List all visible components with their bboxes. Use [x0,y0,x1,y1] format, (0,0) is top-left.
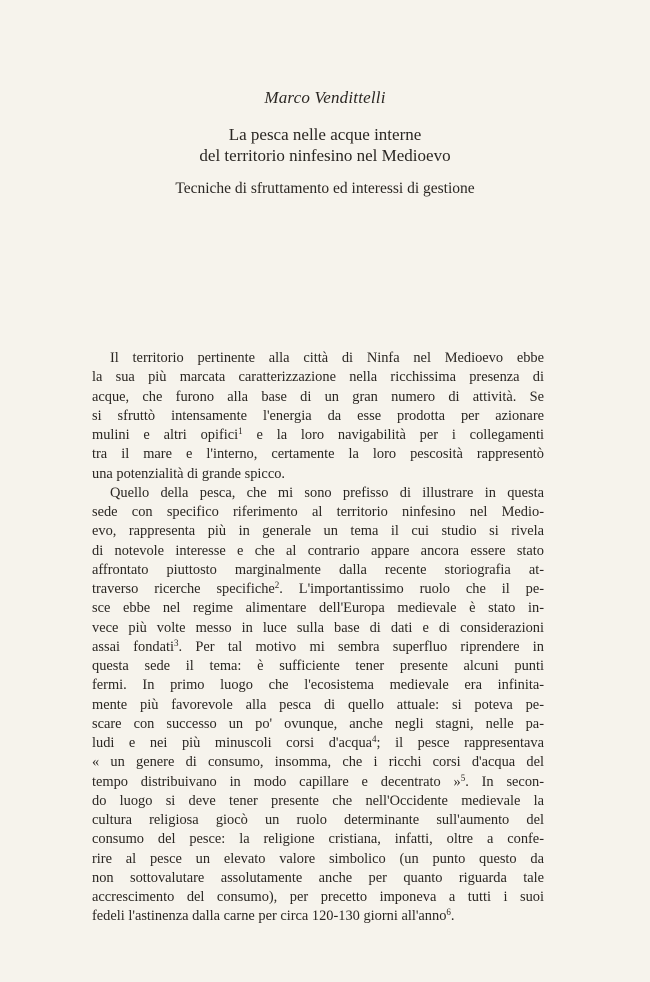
article-body [92,349,544,927]
author-name: Marco Vendittelli [264,88,386,107]
text-line: sce ebbe nel regime alimentare dell'Europa medievale è stato in- [92,600,544,617]
article-subtitle: Tecniche di sfruttamento ed interessi di gestione [175,180,475,197]
text-line [92,426,544,445]
text-line: si sfruttò intensamente l'energia da esse prodotta per azionare [92,407,544,424]
text-line: accrescimento del consumo), per precetto imponeva a tutti i suoi [92,889,544,905]
footnote-ref: 1 [238,426,243,436]
text-line: di notevole interesse e che al contrario appare ancora essere stato [92,542,544,559]
text-segment: mulini e altri opifici [92,427,239,443]
text-line: scare con successo un po' ovunque, anche negli stagni, nelle pa- [92,715,544,732]
text-line: una potenzialità di grande spicco. [92,465,286,482]
text-line: « un genere di consumo, insomma, che i ricchi corsi d'acqua del [92,754,544,771]
text-line [92,907,544,926]
text-line: cultura religiosa giocò un ruolo determinante sull'aumento del [92,812,544,828]
text-line: acque, che furono alla base di un gran numero di attività. Se [92,388,544,405]
text-line: sede con specifico riferimento al territorio ninfesino nel Medio- [92,504,544,520]
text-line: non sottovalutare assolutamente anche per quanto riguarda tale [92,869,544,886]
text-segment: . [450,908,455,925]
text-line: tra il mare e l'interno, certamente la loro pescosità rappresentò [92,446,544,463]
text-line: evo, rappresenta più in generale un tema il cui studio si rivela [92,523,544,540]
text-line: vece più volte messo in luce sulla base di dati e di considerazioni [92,619,544,636]
text-segment: . Per tal motivo mi sembra superfluo riprendere in [178,638,544,655]
text-line: Il territorio pertinente alla città di Ninfa nel Medioevo ebbe [110,350,544,366]
text-segment: ; il pesce rappresentava [376,735,544,751]
article-title-line-2: del territorio ninfesino nel Medioevo [199,146,451,165]
text-line: mente più favorevole alla pesca di quello attuale: si poteva pe- [92,696,544,713]
text-segment: ludi e nei più minuscoli corsi d'acqua [92,735,373,751]
text-line: Quello della pesca, che mi sono prefisso di illustrare in questa [110,484,544,501]
article-header [0,88,650,198]
text-segment: . L'importantissimo ruolo che il pe- [279,581,544,597]
text-line: do luogo si deve tener presente che nell'Occidente medievale la [92,792,544,809]
text-line [92,638,544,657]
text-line: la sua più marcata caratterizzazione nella ricchissima presenza di [92,369,544,386]
text-line [92,580,544,599]
text-segment: assai fondati [92,638,175,655]
text-line: consumo del pesce: la religione cristiana, infatti, oltre a confe- [92,831,544,848]
text-line: affrontato piuttosto marginalmente dalla recente storiografia at- [92,561,544,578]
text-segment: e la loro navigabilità per i collegamenti [242,427,545,443]
footnote-ref: 5 [460,772,466,783]
text-line: rire al pesce un elevato valore simbolico (un punto questo da [92,850,544,867]
footnote-ref: 3 [174,637,179,648]
text-line [92,734,544,753]
text-line: fermi. In primo luogo che l'ecosistema medievale era infinita- [92,677,544,694]
text-line [92,773,544,792]
footnote-ref: 4 [372,734,377,744]
text-line: questa sede il tema: è sufficiente tener presente alcuni punti [92,658,544,674]
text-segment: tempo distribuivano in modo capillare e decentrato » [92,773,461,790]
footnote-ref: 2 [274,580,280,590]
article-title-line-1: La pesca nelle acque interne [228,125,422,144]
text-segment: traverso ricerche specifiche [92,581,275,597]
text-segment: . In secon- [465,773,544,790]
text-segment: fedeli l'astinenza dalla carne per circa 120-130 giorni all'anno [92,908,447,925]
footnote-ref: 6 [446,907,451,918]
